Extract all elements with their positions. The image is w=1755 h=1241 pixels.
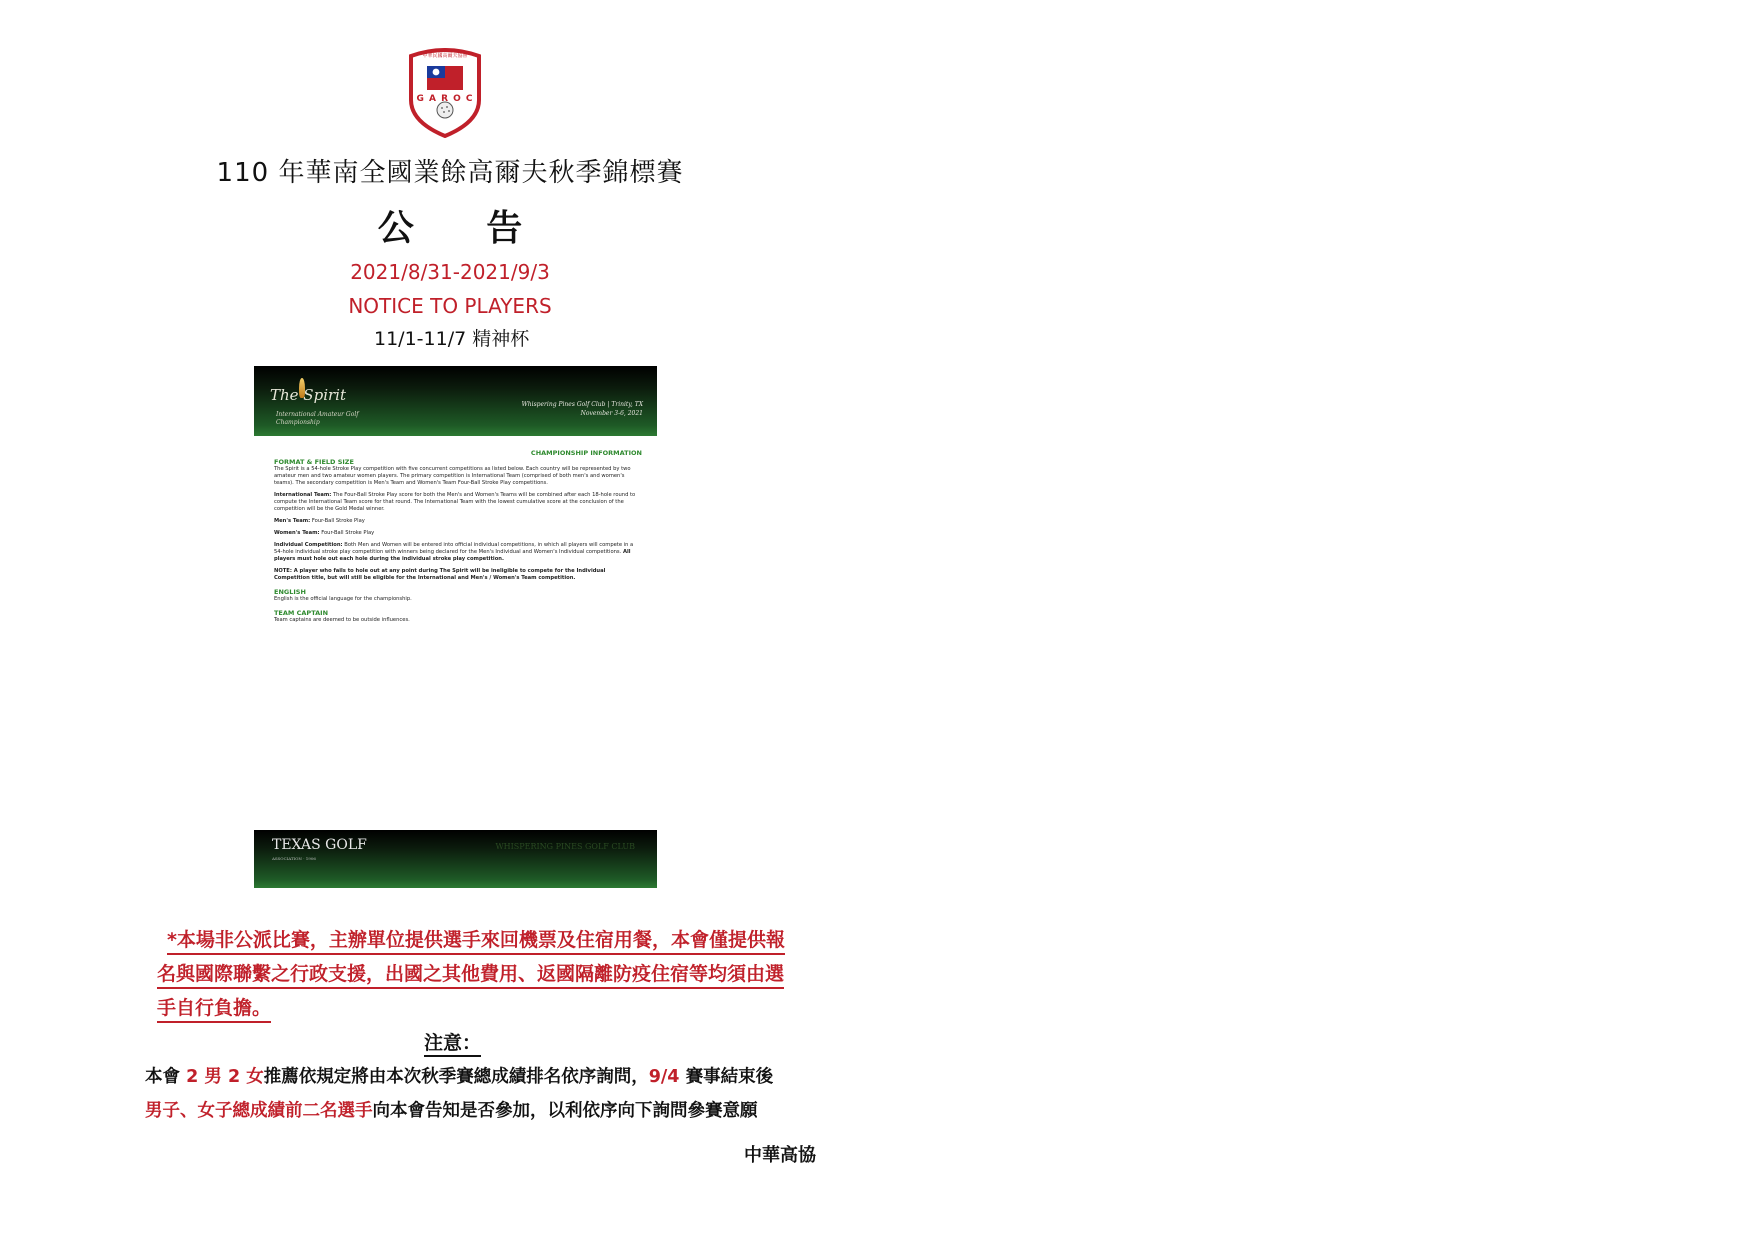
intl-team-label: International Team: xyxy=(274,492,332,498)
championship-info-image xyxy=(254,366,657,888)
garoc-logo xyxy=(405,48,485,138)
mens-team-para xyxy=(274,518,642,525)
attention-heading: 注意： xyxy=(424,1028,481,1057)
womens-team-para xyxy=(274,530,642,537)
captain-text: Team captains are deemed to be outside influences. xyxy=(274,617,410,623)
individual-bold: All players must hole out each hole during the individual stroke play competition. xyxy=(274,549,631,562)
signature: 中華高協 xyxy=(744,1145,816,1166)
logo-caption: 中華民國高爾夫協會 xyxy=(422,53,468,59)
body-line-2 xyxy=(145,1094,795,1128)
body-text: 向本會告知是否參加，以利依序向下詢問參賽意願 xyxy=(372,1101,758,1121)
individual-label: Individual Competition: xyxy=(274,542,343,548)
spirit-subtitle: International Amateur Golf Championship xyxy=(276,411,359,426)
venue-dates: November 3-6, 2021 xyxy=(580,410,643,417)
texas-golf-text: TEXAS GOLF xyxy=(272,837,367,853)
body-text: 本會 xyxy=(145,1067,187,1087)
garoc-shield-icon xyxy=(405,48,485,138)
page-title: 110 年華南全國業餘高爾夫秋季錦標賽 xyxy=(216,158,684,188)
quota-highlight: 2 男 2 女 xyxy=(186,1067,264,1087)
disclaimer xyxy=(157,923,807,1025)
doc-section-header: CHAMPIONSHIP INFORMATION xyxy=(530,449,642,457)
texas-golf-sub: ASSOCIATION · 1906 xyxy=(272,856,316,861)
intl-team-text: The Four-Ball Stroke Play score for both the Men's and Women's Teams will be combined after each 18-hole round to compute the International Team score for that round. The International Team with the lowest cumulative score at the conclusion of the competition will be the Gold Medal winner. xyxy=(274,492,636,512)
note-text: NOTE: A player who fails to hole out at any point during The Spirit will be ineligible to compete for the Individual Competition title, but will still be eligible for the International and Men's / Women's Team competition. xyxy=(274,568,606,581)
disclaimer-line-2: 名與國際聯繫之行政支援，出國之其他費用、返國隔離防疫住宿等均須由選 xyxy=(157,963,784,989)
english-text: English is the official language for the championship. xyxy=(274,596,412,602)
spirit-brand: The Spirit xyxy=(270,386,346,404)
doc-header-band xyxy=(254,366,657,436)
english-heading: ENGLISH xyxy=(274,588,306,596)
body-line-1 xyxy=(145,1060,795,1094)
whispering-pines-logo: WHISPERING PINES GOLF CLUB xyxy=(495,842,635,851)
womens-team-text: Four-Ball Stroke Play xyxy=(321,530,375,536)
captain-heading: TEAM CAPTAIN xyxy=(274,609,329,617)
mens-team-text: Four-Ball Stroke Play xyxy=(311,518,365,524)
womens-team-label: Women's Team: xyxy=(274,530,320,536)
logo-abbr: G A R O C xyxy=(416,94,474,104)
notice-to-players: NOTICE TO PLAYERS xyxy=(348,294,552,318)
venue-name: Whispering Pines Golf Club | Trinity, TX xyxy=(521,401,643,408)
disclaimer-line-1: *本場非公派比賽，主辦單位提供選手來回機票及住宿用餐，本會僅提供報 xyxy=(167,929,785,955)
doc-footer-band xyxy=(254,830,657,888)
doc-content xyxy=(274,450,642,624)
intl-team-para xyxy=(274,492,642,513)
format-text: The Spirit is a 54-hole Stroke Play competition with five concurrent competitions as listed below. Each country will be represented by two amateur men and two amateur women players. The primary competition is International Team (comprised of both men's and women's teams). The secondary competition is Men's Team and Women's Team Four-Ball Stroke Play competitions. xyxy=(274,466,631,486)
date-range: 2021/8/31-2021/9/3 xyxy=(350,260,550,284)
body-text: 賽事結束後 xyxy=(679,1067,774,1087)
body-text: 推薦依規定將由本次秋季賽總成績排名依序詢問， xyxy=(263,1067,649,1087)
cup-dates-line: 11/1-11/7 精神杯 xyxy=(374,328,530,350)
venue-block xyxy=(522,400,643,418)
texas-golf-logo xyxy=(272,838,367,866)
individual-para xyxy=(274,542,642,563)
mens-team-label: Men's Team: xyxy=(274,518,311,524)
format-heading: FORMAT & FIELD SIZE xyxy=(274,458,354,466)
attention-body xyxy=(145,1060,795,1128)
top-players-highlight: 男子、女子總成績前二名選手 xyxy=(145,1101,373,1121)
notice-heading: 公 告 xyxy=(377,208,553,249)
end-date-highlight: 9/4 xyxy=(648,1067,680,1087)
disclaimer-line-3: 手自行負擔。 xyxy=(157,997,271,1023)
individual-text: Both Men and Women will be entered into official individual competitions, in which all players will compete in a 54-hole individual stroke play competition with winners being declared for the Men's Individual and Women's Individual competitions. xyxy=(274,542,634,555)
